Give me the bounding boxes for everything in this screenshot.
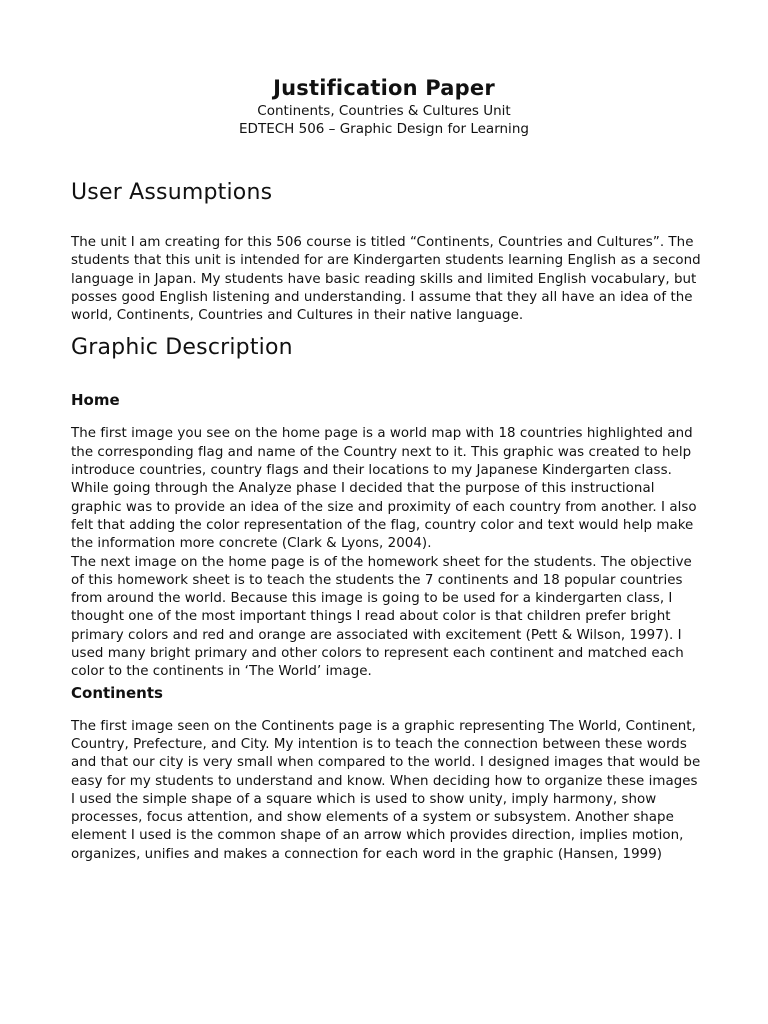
user-assumptions-paragraph: The unit I am creating for this 506 course is titled “Continents, Countries and Cultures”. The students that this unit is intended for are Kindergarten students learning English as a second language in Japan. My students have basic reading skills and limited English vocabulary, but posses good English listening and understanding. I assume that they all have an idea of the world, Continents, Countries and Cultures in their native language. — [71, 235, 701, 324]
home-paragraph-1: The first image you see on the home page is a world map with 18 countries highlighted and the corresponding flag and name of the Country next to it. This graphic was created to help introduce countries, country flags and their locations to my Japanese Kindergarten class. While going through the Analyze phase I decided that the purpose of this instructional graphic was to provide an idea of the size and proximity of each country from another. I also felt that adding the color representation of the flag, country color and text would help make the information more concrete (Clark & Lyons, 2004). — [71, 426, 697, 552]
subsection-home — [71, 389, 701, 681]
title-block — [0, 74, 768, 138]
section-heading-graphic-description: Graphic Description — [71, 335, 293, 361]
document-body — [71, 170, 701, 864]
continents-paragraph-1: The first image seen on the Continents page is a graphic representing The World, Continent, Country, Prefecture, and City. My intention is to teach the connection between these words and that our city is very small when compared to the world. I designed images that would be easy for my students to understand and know. When deciding how to organize these images I used the simple shape of a square which is used to show unity, imply harmony, show processes, focus attention, and show elements of a system or subsystem. Another shape element I used is the common shape of an arrow which provides direction, implies motion, organizes, unifies and makes a connection for each word in the graphic (Hansen, 1999) — [71, 718, 701, 862]
document-subtitle-unit: Continents, Countries & Cultures Unit — [257, 103, 511, 119]
section-graphic-description — [71, 325, 701, 864]
subsection-continents — [71, 682, 701, 864]
home-paragraph-2: The next image on the home page is of the homework sheet for the students. The objective of this homework sheet is to teach the students the 7 continents and 18 popular countries from around the world. Because this image is going to be used for a kindergarten class, I thought one of the most important things I read about color is that children prefer bright primary colors and red and orange are associated with excitement (Pett & Wilson, 1997). I used many bright primary and other colors to represent each continent and matched each color to the continents in ‘The World’ image. — [71, 554, 692, 680]
document-title: Justification Paper — [273, 76, 495, 100]
section-user-assumptions — [71, 170, 701, 325]
subsection-heading-continents: Continents — [71, 683, 163, 702]
section-heading-user-assumptions: User Assumptions — [71, 180, 273, 205]
subsection-heading-home: Home — [71, 391, 120, 410]
document-subtitle-course: EDTECH 506 – Graphic Design for Learning — [239, 121, 529, 137]
